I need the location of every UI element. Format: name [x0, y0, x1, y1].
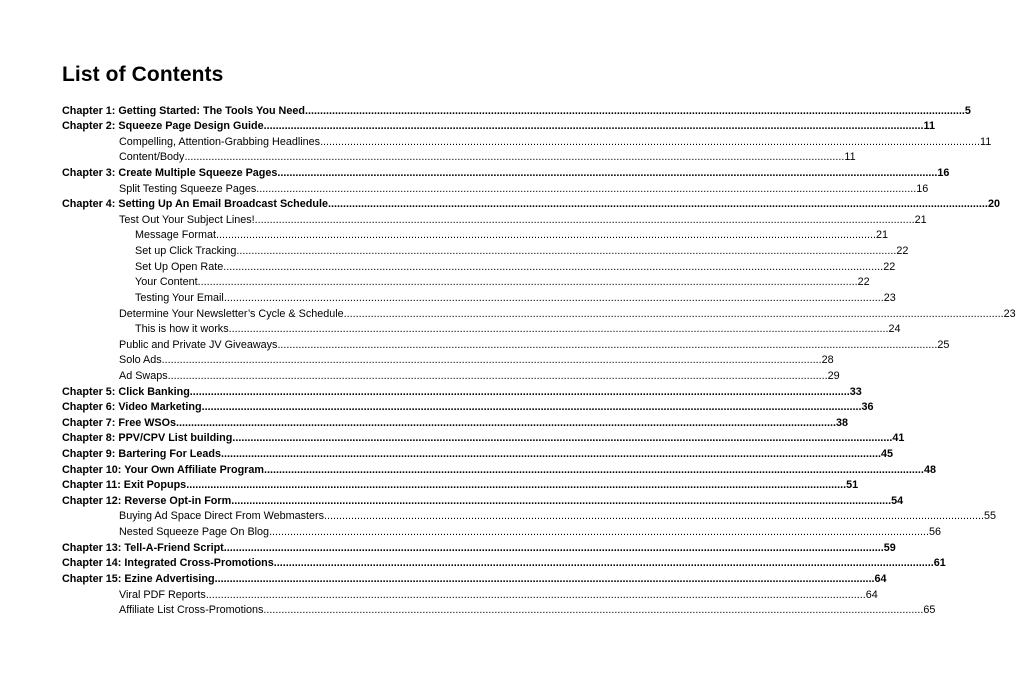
dot-leader: ............................................................................................................................................................................................................................	[161, 354, 822, 367]
toc-page-number: 48	[923, 463, 936, 476]
toc-section-entry[interactable]	[62, 508, 996, 524]
toc-section-entry[interactable]	[62, 289, 896, 305]
toc-chapter-entry[interactable]	[62, 164, 950, 180]
toc-page-number: 25	[937, 338, 950, 351]
dot-leader: ............................................................................................................................................................................................................................	[197, 276, 858, 289]
toc-entry-title: Viral PDF Reports	[119, 588, 206, 601]
toc-page-number: 11	[923, 120, 935, 133]
toc-page-number: 24	[888, 323, 901, 336]
toc-page-number: 33	[849, 385, 862, 398]
dot-leader: ............................................................................................................................................................................................................................	[263, 604, 924, 617]
dot-leader: ............................................................................................................................................................................................................................	[205, 588, 866, 601]
toc-section-entry[interactable]	[62, 149, 856, 165]
toc-page-number: 21	[875, 229, 888, 242]
toc-entry-title: Determine Your Newsletter’s Cycle & Schedule	[119, 307, 344, 320]
toc-page-number: 28	[821, 354, 834, 367]
toc-page-number: 29	[827, 369, 840, 382]
page-title: List of Contents	[62, 63, 224, 86]
dot-leader: ............................................................................................................................................................................................................................	[228, 323, 889, 336]
toc-entry-title: Chapter 8: PPV/CPV List building	[62, 432, 233, 445]
toc-entry-title: Ad Swaps	[119, 369, 168, 382]
toc-entry-title: Split Testing Squeeze Pages	[119, 182, 257, 195]
toc-page-number: 51	[846, 479, 859, 492]
toc-chapter-entry[interactable]	[62, 570, 887, 586]
toc-page-number: 55	[983, 510, 996, 523]
toc-entry-title: Chapter 9: Bartering For Leads	[62, 448, 221, 461]
dot-leader: ............................................................................................................................................................................................................................	[201, 401, 862, 414]
toc-page-number: 16	[916, 182, 929, 195]
toc-entry-title: Public and Private JV Giveaways	[119, 338, 278, 351]
toc-section-entry[interactable]	[62, 133, 992, 149]
toc-page-number: 64	[865, 588, 878, 601]
toc-section-entry[interactable]	[62, 258, 896, 274]
toc-page-number: 11	[980, 135, 992, 148]
toc-entry-title: Chapter 1: Getting Started: The Tools You Need	[62, 104, 305, 117]
toc-page-number: 38	[835, 416, 848, 429]
toc-entry-title: This is how it works	[135, 323, 229, 336]
toc-page-number: 21	[914, 213, 927, 226]
toc-page-number: 11	[844, 151, 856, 164]
toc-chapter-entry[interactable]	[62, 445, 893, 461]
toc-section-entry[interactable]	[62, 352, 834, 368]
toc-entry-title: Chapter 4: Setting Up An Email Broadcast Schedule	[62, 198, 328, 211]
toc-page-number: 23	[883, 291, 896, 304]
toc-section-entry[interactable]	[62, 367, 840, 383]
dot-leader: ............................................................................................................................................................................................................................	[269, 526, 930, 539]
dot-leader: ............................................................................................................................................................................................................................	[273, 557, 934, 570]
dot-leader: ............................................................................................................................................................................................................................	[216, 229, 876, 242]
dot-leader: ............................................................................................................................................................................................................................	[223, 541, 884, 554]
dot-leader: ............................................................................................................................................................................................................................	[223, 291, 884, 304]
dot-leader: ............................................................................................................................................................................................................................	[186, 479, 847, 492]
toc-section-entry[interactable]	[62, 274, 870, 290]
toc-entry-title: Nested Squeeze Page On Blog	[119, 526, 270, 539]
dot-leader: ............................................................................................................................................................................................................................	[343, 307, 1004, 320]
toc-chapter-entry[interactable]	[62, 539, 896, 555]
toc-page-number: 22	[883, 260, 896, 273]
toc-page-number: 22	[857, 276, 870, 289]
toc-entry-title: Content/Body	[119, 151, 185, 164]
toc-entry-title: Message Format	[135, 229, 217, 242]
toc-chapter-entry[interactable]	[62, 555, 946, 571]
dot-leader: ............................................................................................................................................................................................................................	[176, 416, 836, 429]
toc-page-number: 5	[964, 104, 971, 117]
toc-page-number: 65	[923, 604, 936, 617]
toc-page-number: 16	[937, 167, 950, 180]
toc-chapter-entry[interactable]	[62, 461, 936, 477]
dot-leader: ............................................................................................................................................................................................................................	[231, 494, 892, 507]
toc-entry-title: Chapter 6: Video Marketing	[62, 401, 202, 414]
dot-leader: ............................................................................................................................................................................................................................	[263, 120, 924, 133]
toc-page-number: 36	[861, 401, 874, 414]
dot-leader: ............................................................................................................................................................................................................................	[320, 135, 981, 148]
toc-page-number: 64	[874, 572, 887, 585]
dot-leader: ............................................................................................................................................................................................................................	[189, 385, 850, 398]
toc-section-entry[interactable]	[62, 211, 927, 227]
toc-section-entry[interactable]	[62, 180, 929, 196]
dot-leader: ............................................................................................................................................................................................................................	[304, 104, 965, 117]
toc-entry-title: Test Out Your Subject Lines!	[119, 213, 255, 226]
toc-chapter-entry[interactable]	[62, 196, 1000, 212]
toc-chapter-entry[interactable]	[62, 102, 971, 118]
toc-section-entry[interactable]	[62, 321, 901, 337]
dot-leader: ............................................................................................................................................................................................................................	[327, 198, 988, 211]
toc-chapter-entry[interactable]	[62, 477, 859, 493]
toc-entry-title: Chapter 2: Squeeze Page Design Guide	[62, 120, 264, 133]
toc-page-number: 56	[929, 526, 942, 539]
dot-leader: ............................................................................................................................................................................................................................	[232, 432, 893, 445]
dot-leader: ............................................................................................................................................................................................................................	[221, 448, 881, 461]
toc-section-entry[interactable]	[62, 227, 888, 243]
toc-section-entry[interactable]	[62, 305, 1016, 321]
toc-entry-title: Affiliate List Cross-Promotions	[119, 604, 264, 617]
dot-leader: ............................................................................................................................................................................................................................	[324, 510, 984, 523]
dot-leader: ............................................................................................................................................................................................................................	[223, 260, 884, 273]
toc-section-entry[interactable]	[62, 586, 878, 602]
toc-chapter-entry[interactable]	[62, 383, 862, 399]
dot-leader: ............................................................................................................................................................................................................................	[256, 182, 917, 195]
toc-entry-title: Chapter 7: Free WSOs	[62, 416, 176, 429]
toc-chapter-entry[interactable]	[62, 118, 935, 134]
toc-entry-title: Chapter 5: Click Banking	[62, 385, 190, 398]
toc-section-entry[interactable]	[62, 602, 936, 618]
toc-page-number: 22	[896, 245, 909, 258]
dot-leader: ............................................................................................................................................................................................................................	[277, 167, 938, 180]
dot-leader: ............................................................................................................................................................................................................................	[254, 213, 915, 226]
toc-chapter-entry[interactable]	[62, 430, 905, 446]
toc-page-number: 20	[987, 198, 1000, 211]
toc-chapter-entry[interactable]	[62, 414, 848, 430]
toc-entry-title: Your Content	[135, 276, 198, 289]
toc-page-number: 45	[880, 448, 893, 461]
toc-entry-title: Chapter 13: Tell-A-Friend Script	[62, 541, 224, 554]
toc-entry-title: Chapter 14: Integrated Cross-Promotions	[62, 557, 274, 570]
toc-entry-title: Set Up Open Rate	[135, 260, 224, 273]
dot-leader: ............................................................................................................................................................................................................................	[184, 151, 845, 164]
toc-entry-title: Set up Click Tracking	[135, 245, 237, 258]
toc-page-number: 23	[1003, 307, 1016, 320]
dot-leader: ............................................................................................................................................................................................................................	[263, 463, 924, 476]
toc-entry-title: Solo Ads	[119, 354, 162, 367]
toc-entry-title: Chapter 15: Ezine Advertising	[62, 572, 215, 585]
table-of-contents	[62, 102, 1016, 617]
toc-page-number: 41	[892, 432, 905, 445]
toc-entry-title: Chapter 3: Create Multiple Squeeze Pages	[62, 167, 278, 180]
toc-entry-title: Compelling, Attention-Grabbing Headlines	[119, 135, 321, 148]
toc-section-entry[interactable]	[62, 523, 942, 539]
toc-section-entry[interactable]	[62, 336, 950, 352]
toc-entry-title: Testing Your Email	[135, 291, 224, 304]
toc-page-number: 54	[891, 494, 904, 507]
dot-leader: ............................................................................................................................................................................................................................	[214, 572, 875, 585]
dot-leader: ............................................................................................................................................................................................................................	[167, 369, 828, 382]
toc-page-number: 59	[883, 541, 896, 554]
toc-section-entry[interactable]	[62, 242, 909, 258]
toc-entry-title: Chapter 10: Your Own Affiliate Program	[62, 463, 264, 476]
toc-entry-title: Chapter 11: Exit Popups	[62, 479, 187, 492]
toc-entry-title: Buying Ad Space Direct From Webmasters	[119, 510, 325, 523]
toc-page-number: 61	[933, 557, 946, 570]
dot-leader: ............................................................................................................................................................................................................................	[236, 245, 897, 258]
toc-entry-title: Chapter 12: Reverse Opt-in Form	[62, 494, 232, 507]
toc-chapter-entry[interactable]	[62, 399, 874, 415]
dot-leader: ............................................................................................................................................................................................................................	[277, 338, 938, 351]
toc-chapter-entry[interactable]	[62, 492, 904, 508]
